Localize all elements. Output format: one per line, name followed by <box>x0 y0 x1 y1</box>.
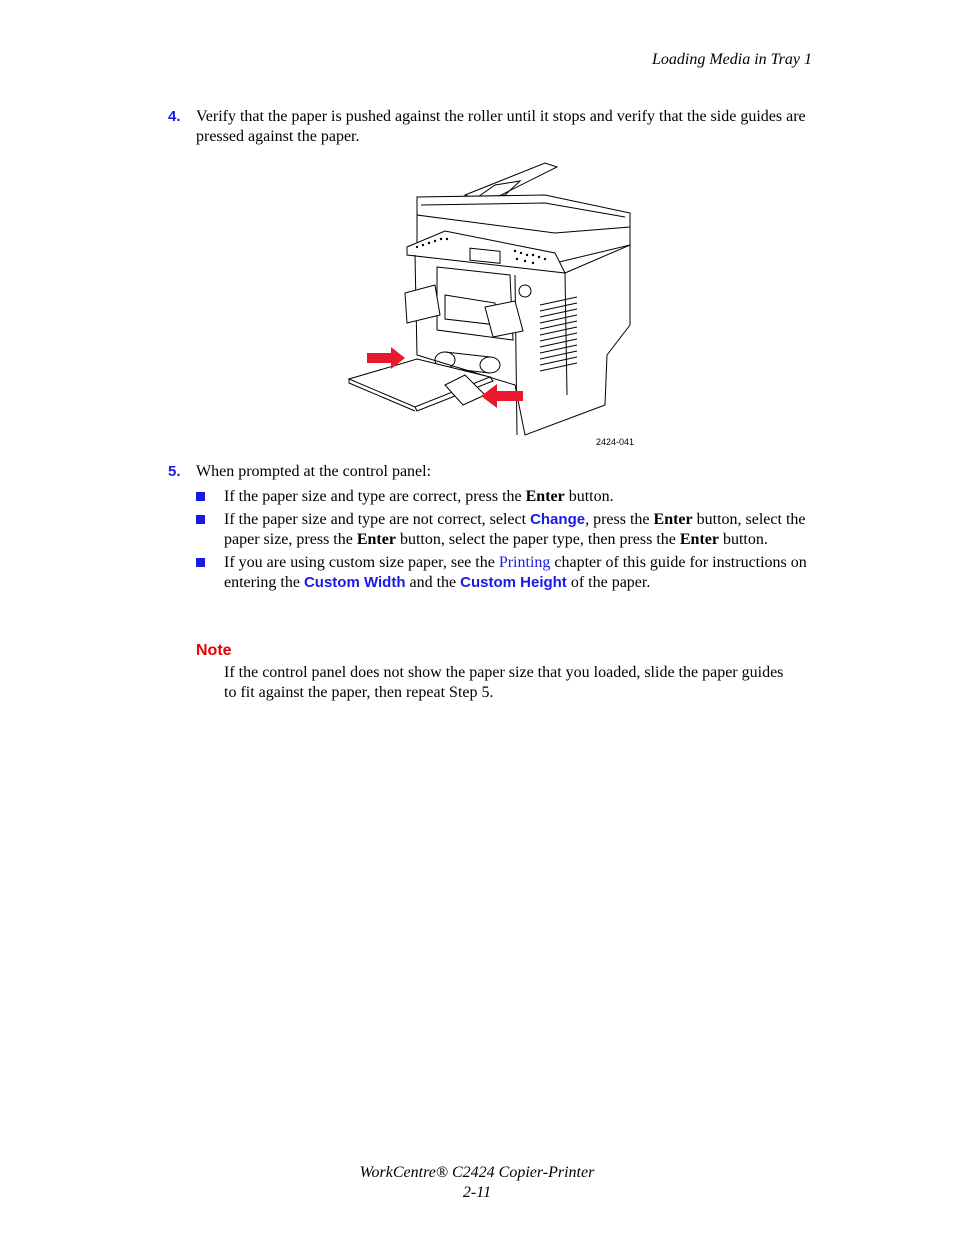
list-item: If the paper size and type are correct, press the Enter button. <box>196 487 816 507</box>
list-item: If you are using custom size paper, see the Printing chapter of this guide for instructions on entering the Custom Width and the Custom Height of the paper. <box>196 553 816 593</box>
square-bullet-icon <box>196 492 205 501</box>
enter-button-label: Enter <box>653 511 693 528</box>
list-item: If the paper size and type are not correct, select Change, press the Enter button, select the paper size, press the Enter button, select the paper type, then press the Enter button. <box>196 510 816 550</box>
square-bullet-icon <box>196 515 205 524</box>
step-4 <box>168 107 808 147</box>
figure-code: 2424-041 <box>596 437 635 447</box>
note-label: Note <box>196 642 232 659</box>
step-text: Verify that the paper is pushed against the roller until it stops and verify that the side guides are pressed against the paper. <box>196 108 806 145</box>
printing-chapter-link[interactable]: Printing <box>498 554 551 571</box>
footer-product: WorkCentre® C2424 Copier-Printer <box>359 1164 595 1181</box>
custom-height-label: Custom Height <box>460 574 567 591</box>
note-text: If the control panel does not show the paper size that you loaded, slide the paper guides to fit against the paper, then repeat Step 5. <box>224 664 784 701</box>
printer-illustration <box>345 155 645 455</box>
square-bullet-icon <box>196 558 205 567</box>
running-header: Loading Media in Tray 1 <box>651 51 812 68</box>
step-number: 4. <box>168 108 181 125</box>
custom-width-label: Custom Width <box>303 574 406 591</box>
step-number: 5. <box>168 463 181 480</box>
bullet-list <box>196 487 816 596</box>
page-number: 2-11 <box>462 1184 492 1201</box>
page-footer <box>0 1163 954 1203</box>
enter-button-label: Enter <box>679 531 719 548</box>
step-5 <box>168 462 808 482</box>
step-text: When prompted at the control panel: <box>196 463 432 480</box>
enter-button-label: Enter <box>525 488 565 505</box>
change-menu-label: Change <box>530 511 586 528</box>
enter-button-label: Enter <box>356 531 396 548</box>
